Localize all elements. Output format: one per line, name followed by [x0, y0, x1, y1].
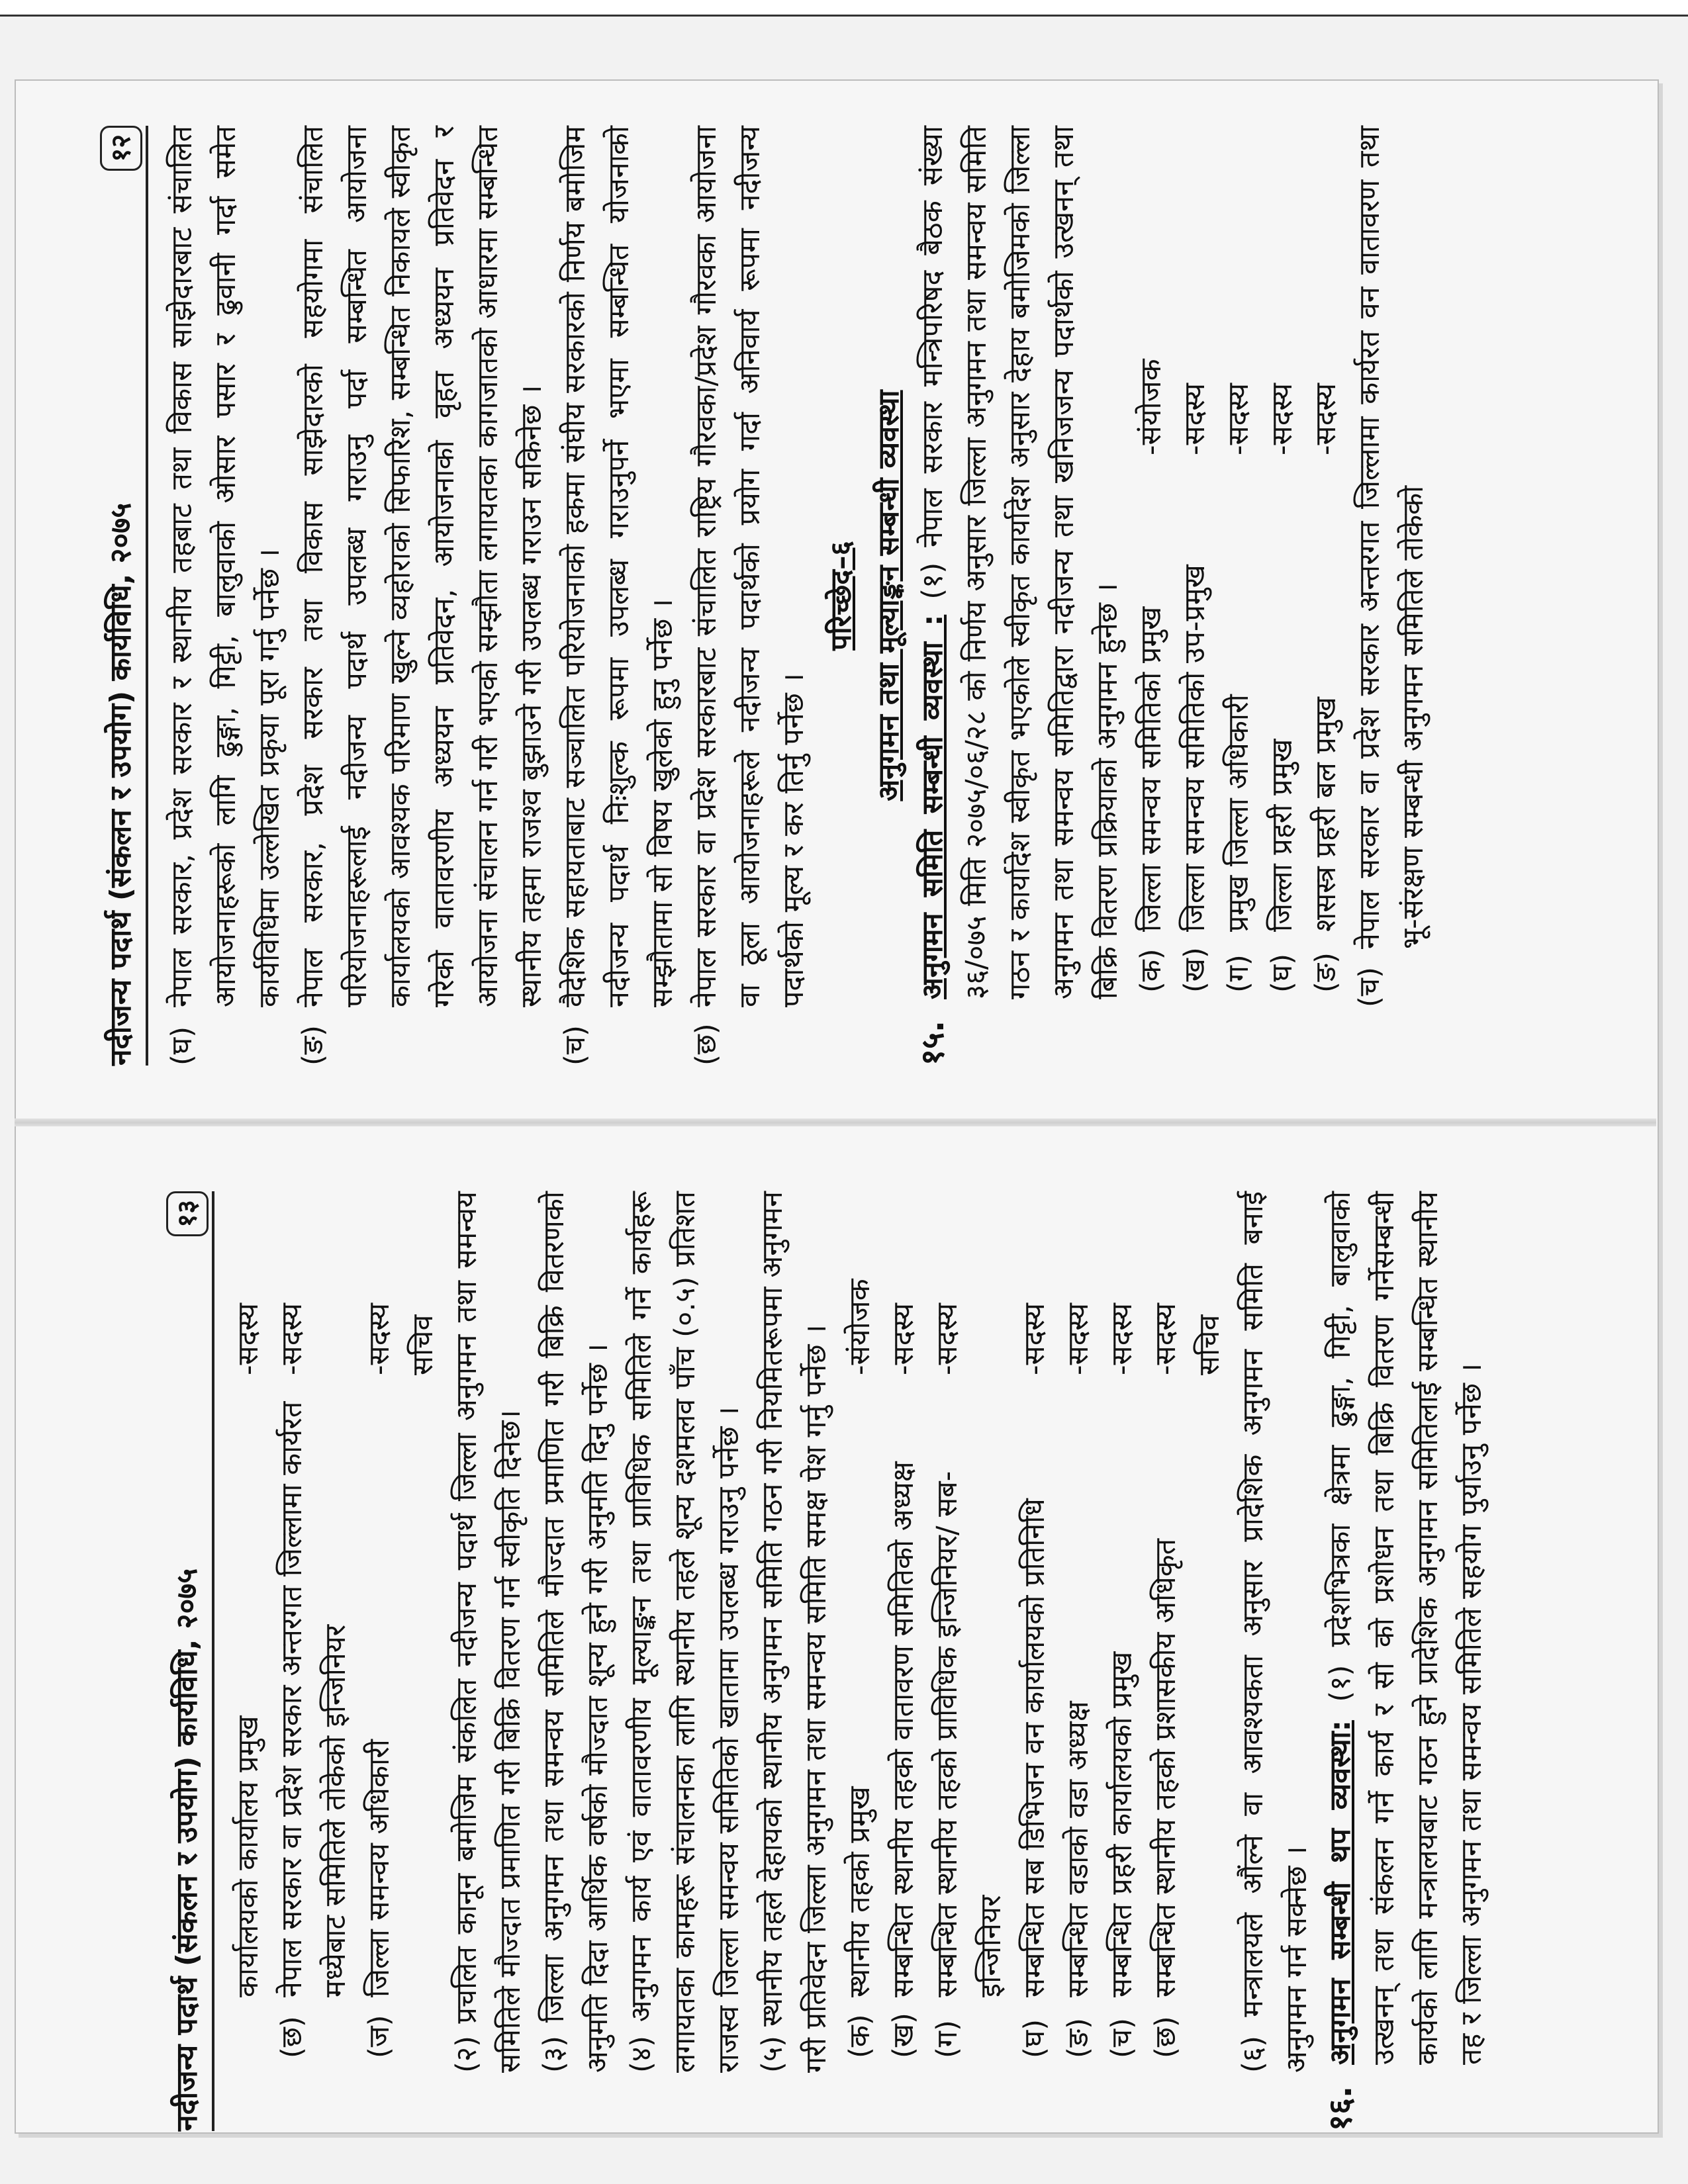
member-role: -सदस्य — [1062, 1302, 1095, 1375]
section-text: (१) प्रदेशभित्रका क्षेत्रमा ढुङ्गा, गिट्टी, बालुवाको उत्खनन् तथा संकलन गर्ने कार्य र सो को प्रशोधन तथा बिक्रि वितरण गर्नेसम्बन्धी कार्यको लागि मन्त्रालयबाट गठन हुने प्रादेशिक अनुगमन समितिलाई सम्बन्धित स्थानीय तह र जिल्ला अनुगमन तथा समन्वय समितिले सहयोग पुर्याउनु पर्नेछ । — [1324, 1191, 1488, 2065]
member-name: शसस्त्र प्रहरी बल प्रमुख — [1309, 697, 1342, 932]
paragraph: (६) मन्त्रालयले औंल्ने वा आवश्यकता अनुसार प्रादेशिक अनुगमन समिति बनाई अनुगमन गर्न सक्नेछ । — [1237, 1191, 1313, 2073]
item-text: नेपाल सरकार वा प्रदेश सरकार अन्तरगत जिल्लामा कार्यरत वन वातावरण तथा भू-संरक्षण सम्बन्धी अनुगमन समितिले तोकेको — [1353, 126, 1430, 949]
section-heading: अनुगमन सम्बन्धी थप व्यवस्था: — [1324, 1720, 1357, 2065]
item-label: (च) — [1353, 967, 1386, 1007]
member-name: जिल्ला समन्वय समितिको उप-प्रमुख — [1178, 565, 1211, 932]
item-text: नेपाल सरकार, प्रदेश सरकार र स्थानीय तहबाट तथा विकास साझेदारबाट संचालित आयोजनाहरूको लागि ढुङ्गा, गिट्टी, बालुवाको ओसार पसार र ढुवानी गर्दा समेत कार्यविधिमा उल्लेखित प्रकृया पूरा गर्नु पर्नेछ । — [165, 126, 286, 1007]
item-text: वैदेशिक सहायताबाट सञ्चालित परियोजनाको हकमा संघीय सरकारको निर्णय बमोजिम नदीजन्य पदार्थ निःशुल्क रूपमा उपलब्ध गराउनुपर्ने भएमा सम्बन्धित योजनाको सम्झौतामा सो विषय खुलेको हुनु पर्नेछ । — [559, 126, 679, 1007]
member-row — [226, 1191, 270, 2131]
member-row — [925, 1191, 1013, 2131]
member-role: -सदस्य — [931, 1302, 964, 1375]
member-name: सम्बन्धित प्रहरी कार्यालयको प्रमुख — [1105, 1651, 1139, 1997]
member-name: जिल्ला समन्वय अधिकारी — [363, 1739, 396, 1997]
member-role: -सदस्य — [1018, 1302, 1051, 1375]
member-row — [357, 1191, 445, 2131]
paragraph: (५) स्थानीय तहले देहायको स्थानीय अनुगमन समिति गठन गरी नियमितरूपमा अनुगमन गरी प्रतिवेदन जिल्ला अनुगमन तथा समन्वय समिति समक्ष पेश गर्नु पर्नेछ । — [756, 1191, 833, 2073]
member-row — [1260, 126, 1304, 1066]
member-row — [1129, 126, 1173, 1066]
page-13 — [152, 1165, 1688, 2158]
member-label: (क) — [843, 2014, 876, 2058]
member-role: -सदस्य — [1309, 383, 1342, 455]
member-label: (ङ) — [1309, 952, 1342, 993]
member-label: (ज) — [363, 2015, 396, 2058]
booklet-fold — [15, 1118, 1656, 1126]
member-name: सम्बन्धित स्थानीय तहको प्राविधिक इन्जिनियर/ सब-इन्जिनियर — [931, 1471, 1008, 1997]
section-text: (१) नेपाल सरकार मन्त्रिपरिषद बैठक संख्या ३६/०७५ मिति २०७५/०६/२८ को निर्णय अनुसार जिल्ला अनुगमन तथा समन्वय समिति गठन र कार्यादेश स्वीकृत भएकोले स्वीकृत कार्यादेश अनुसार देहाय बमोजिमको जिल्ला अनुगमन तथा समन्वय समितिद्वारा नदीजन्य तथा खनिजजन्य पदार्थको उत्खनन् तथा बिक्रि वितरण प्रक्रियाको अनुगमन हुनेछ । — [916, 125, 1124, 999]
list-item — [160, 126, 291, 1066]
section-body — [911, 126, 1129, 999]
member-role: -सदस्य — [1222, 383, 1255, 455]
item-label: (ङ) — [297, 1025, 330, 1066]
list-item — [1348, 126, 1435, 1066]
item-label: (घ) — [165, 1026, 199, 1066]
member-row — [838, 1191, 882, 2131]
page-12 — [86, 99, 1675, 1092]
member-role: -सदस्य सचिव — [1149, 1302, 1226, 1375]
member-label: (ख) — [1178, 947, 1211, 993]
item-label: (च) — [559, 1025, 592, 1066]
member-row — [1144, 1191, 1231, 2131]
member-role: -संयोजक — [1135, 359, 1168, 455]
member-role: -सदस्य — [1266, 383, 1299, 455]
member-label: (छ) — [275, 2016, 308, 2058]
member-name: सम्बन्धित स्थानीय तहको प्रशासकीय अधिकृत — [1149, 1538, 1182, 1997]
section-body — [1319, 1191, 1493, 2065]
member-label: (क) — [1135, 948, 1168, 993]
member-name: स्थानीय तहको प्रमुख — [843, 1786, 876, 1997]
member-name: प्रमुख जिल्ला अधिकारी — [1222, 694, 1255, 932]
section-number: १६. — [1322, 2085, 1359, 2131]
member-row — [1217, 126, 1260, 1066]
member-row — [1304, 126, 1348, 1066]
item-text: नेपाल सरकार, प्रदेश सरकार तथा विकास साझेदारको सहयोगमा संचालित परियोजनाहरूलाई नदीजन्य पदार्थ उपलब्ध गराउनु पर्दा सम्बन्धित आयोजना कार्यालयको आवश्यक परिमाण खुल्ने व्यहोराको सिफारिश, सम्बन्धित निकायले स्वीकृत गरेको वातावरणीय अध्ययन प्रतिवेदन, आयोजनाको वृहत अध्ययन प्रतिवेदन र आयोजना संचालन गर्न गरी भएको सम्झौता लगायतका कागजातको आधारमा सम्बन्धित स्थानीय तहमा राजश्व बुझाउने गरी उपलब्ध गराउन सकिनेछ । — [297, 126, 548, 1007]
member-name: नेपाल सरकार वा प्रदेश सरकार अन्तरगत जिल्लामा कार्यरत मध्येबाट समितिले तोकेको इन्जिनियर — [275, 1401, 352, 1997]
section-heading: अनुगमन समिति सम्बन्धी व्यवस्था : — [916, 614, 949, 999]
list-item — [684, 126, 816, 1066]
member-label: (ङ) — [1062, 2018, 1095, 2058]
section-16 — [1319, 1191, 1493, 2131]
member-label: (घ) — [1018, 2019, 1051, 2058]
member-role: -सदस्य — [1178, 383, 1211, 455]
page-number: १३ — [166, 1191, 209, 1236]
member-row — [1056, 1191, 1100, 2131]
member-role: -सदस्य सचिव — [363, 1302, 440, 1375]
member-label: (ग) — [931, 2020, 964, 2058]
member-label: (घ) — [1266, 954, 1299, 993]
member-name: कार्यालयको कार्यालय प्रमुख — [232, 1715, 265, 1997]
member-name: सम्बन्धित वडाको वडा अध्यक्ष — [1062, 1701, 1095, 1997]
member-label: (ग) — [1222, 954, 1255, 993]
member-role: -सदस्य — [232, 1302, 265, 1375]
member-row — [270, 1191, 357, 2131]
member-label: (च) — [1105, 2018, 1139, 2058]
member-role: -संयोजक — [843, 1279, 876, 1375]
member-role: -सदस्य — [1105, 1302, 1139, 1375]
section-15 — [911, 126, 1129, 1066]
member-row — [1013, 1191, 1056, 2131]
member-row — [1173, 126, 1217, 1066]
page-number: १२ — [100, 126, 142, 171]
paragraph: (४) अनुगमन कार्य एवं वातावरणीय मूल्याङ्कन तथा प्राविधिक समितिले गर्ने कार्यहरू लगायतका कामहरू संचालनका लागि स्थानीय तहले शून्य दशमलव पाँच (०.५) प्रतिशत राजस्व जिल्ला समन्वय समितिको खातामा उपलब्ध गराउनु पर्नेछ । — [625, 1191, 745, 2073]
member-name: जिल्ला प्रहरी प्रमुख — [1266, 739, 1299, 932]
member-label: (छ) — [1149, 2016, 1182, 2058]
running-header — [99, 126, 148, 1066]
chapter-number: परिच्छेद–६ — [825, 541, 858, 651]
paragraph: (२) प्रचलित कानून बमोजिम संकलित नदीजन्य पदार्थ जिल्ला अनुगमन तथा समन्वय समितिले मौज्दात प्रमाणित गरी बिक्रि वितरण गर्न स्वीकृति दिनेछ। — [450, 1191, 527, 2073]
chapter-title: अनुगमन तथा मूल्याङ्कन सम्बन्धी व्यवस्था — [872, 390, 906, 801]
member-role: -सदस्य — [887, 1302, 920, 1375]
list-item — [553, 126, 684, 1066]
header-title: नदीजन्य पदार्थ (संकलन र उपयोग) कार्यविधि, २०७५ — [104, 502, 138, 1066]
section-number: १५. — [914, 1020, 951, 1066]
member-name: सम्बन्धित सब डिभिजन वन कार्यालयको प्रतिनिधि — [1018, 1498, 1051, 1997]
paragraph: (३) जिल्ला अनुगमन तथा समन्वय समितिले मौज्दात प्रमाणित गरी बिक्रि वितरणको अनुमति दिदा आर्थिक वर्षको मौज्दात शून्य हुने गरी अनुमति दिनु पर्नेछ । — [538, 1191, 614, 2073]
list-item — [291, 126, 553, 1066]
member-role: -सदस्य — [275, 1302, 308, 1375]
item-text: नेपाल सरकार वा प्रदेश सरकारबाट संचालित राष्ट्रिय गौरवका/प्रदेश गौरवका आयोजना वा ठूला आयोजनाहरूले नदीजन्य पदार्थको प्रयोग गर्दा अनिवार्य रूपमा नदीजन्य पदार्थको मूल्य र कर तिर्नु पर्नेछ । — [690, 126, 810, 1007]
item-label: (छ) — [690, 1023, 723, 1066]
member-label: (ख) — [887, 2013, 920, 2058]
member-row — [882, 1191, 925, 2131]
running-header — [165, 1191, 214, 2131]
member-row — [1100, 1191, 1144, 2131]
scanner-edge — [0, 0, 1688, 17]
member-name: सम्बन्धित स्थानीय तहको वातावरण समितिको अध्यक्ष — [887, 1461, 920, 1997]
member-name: जिल्ला समन्वय समितिको प्रमुख — [1135, 606, 1168, 932]
header-title: नदीजन्य पदार्थ (संकलन र उपयोग) कार्यविधि, २०७५ — [170, 1568, 204, 2131]
